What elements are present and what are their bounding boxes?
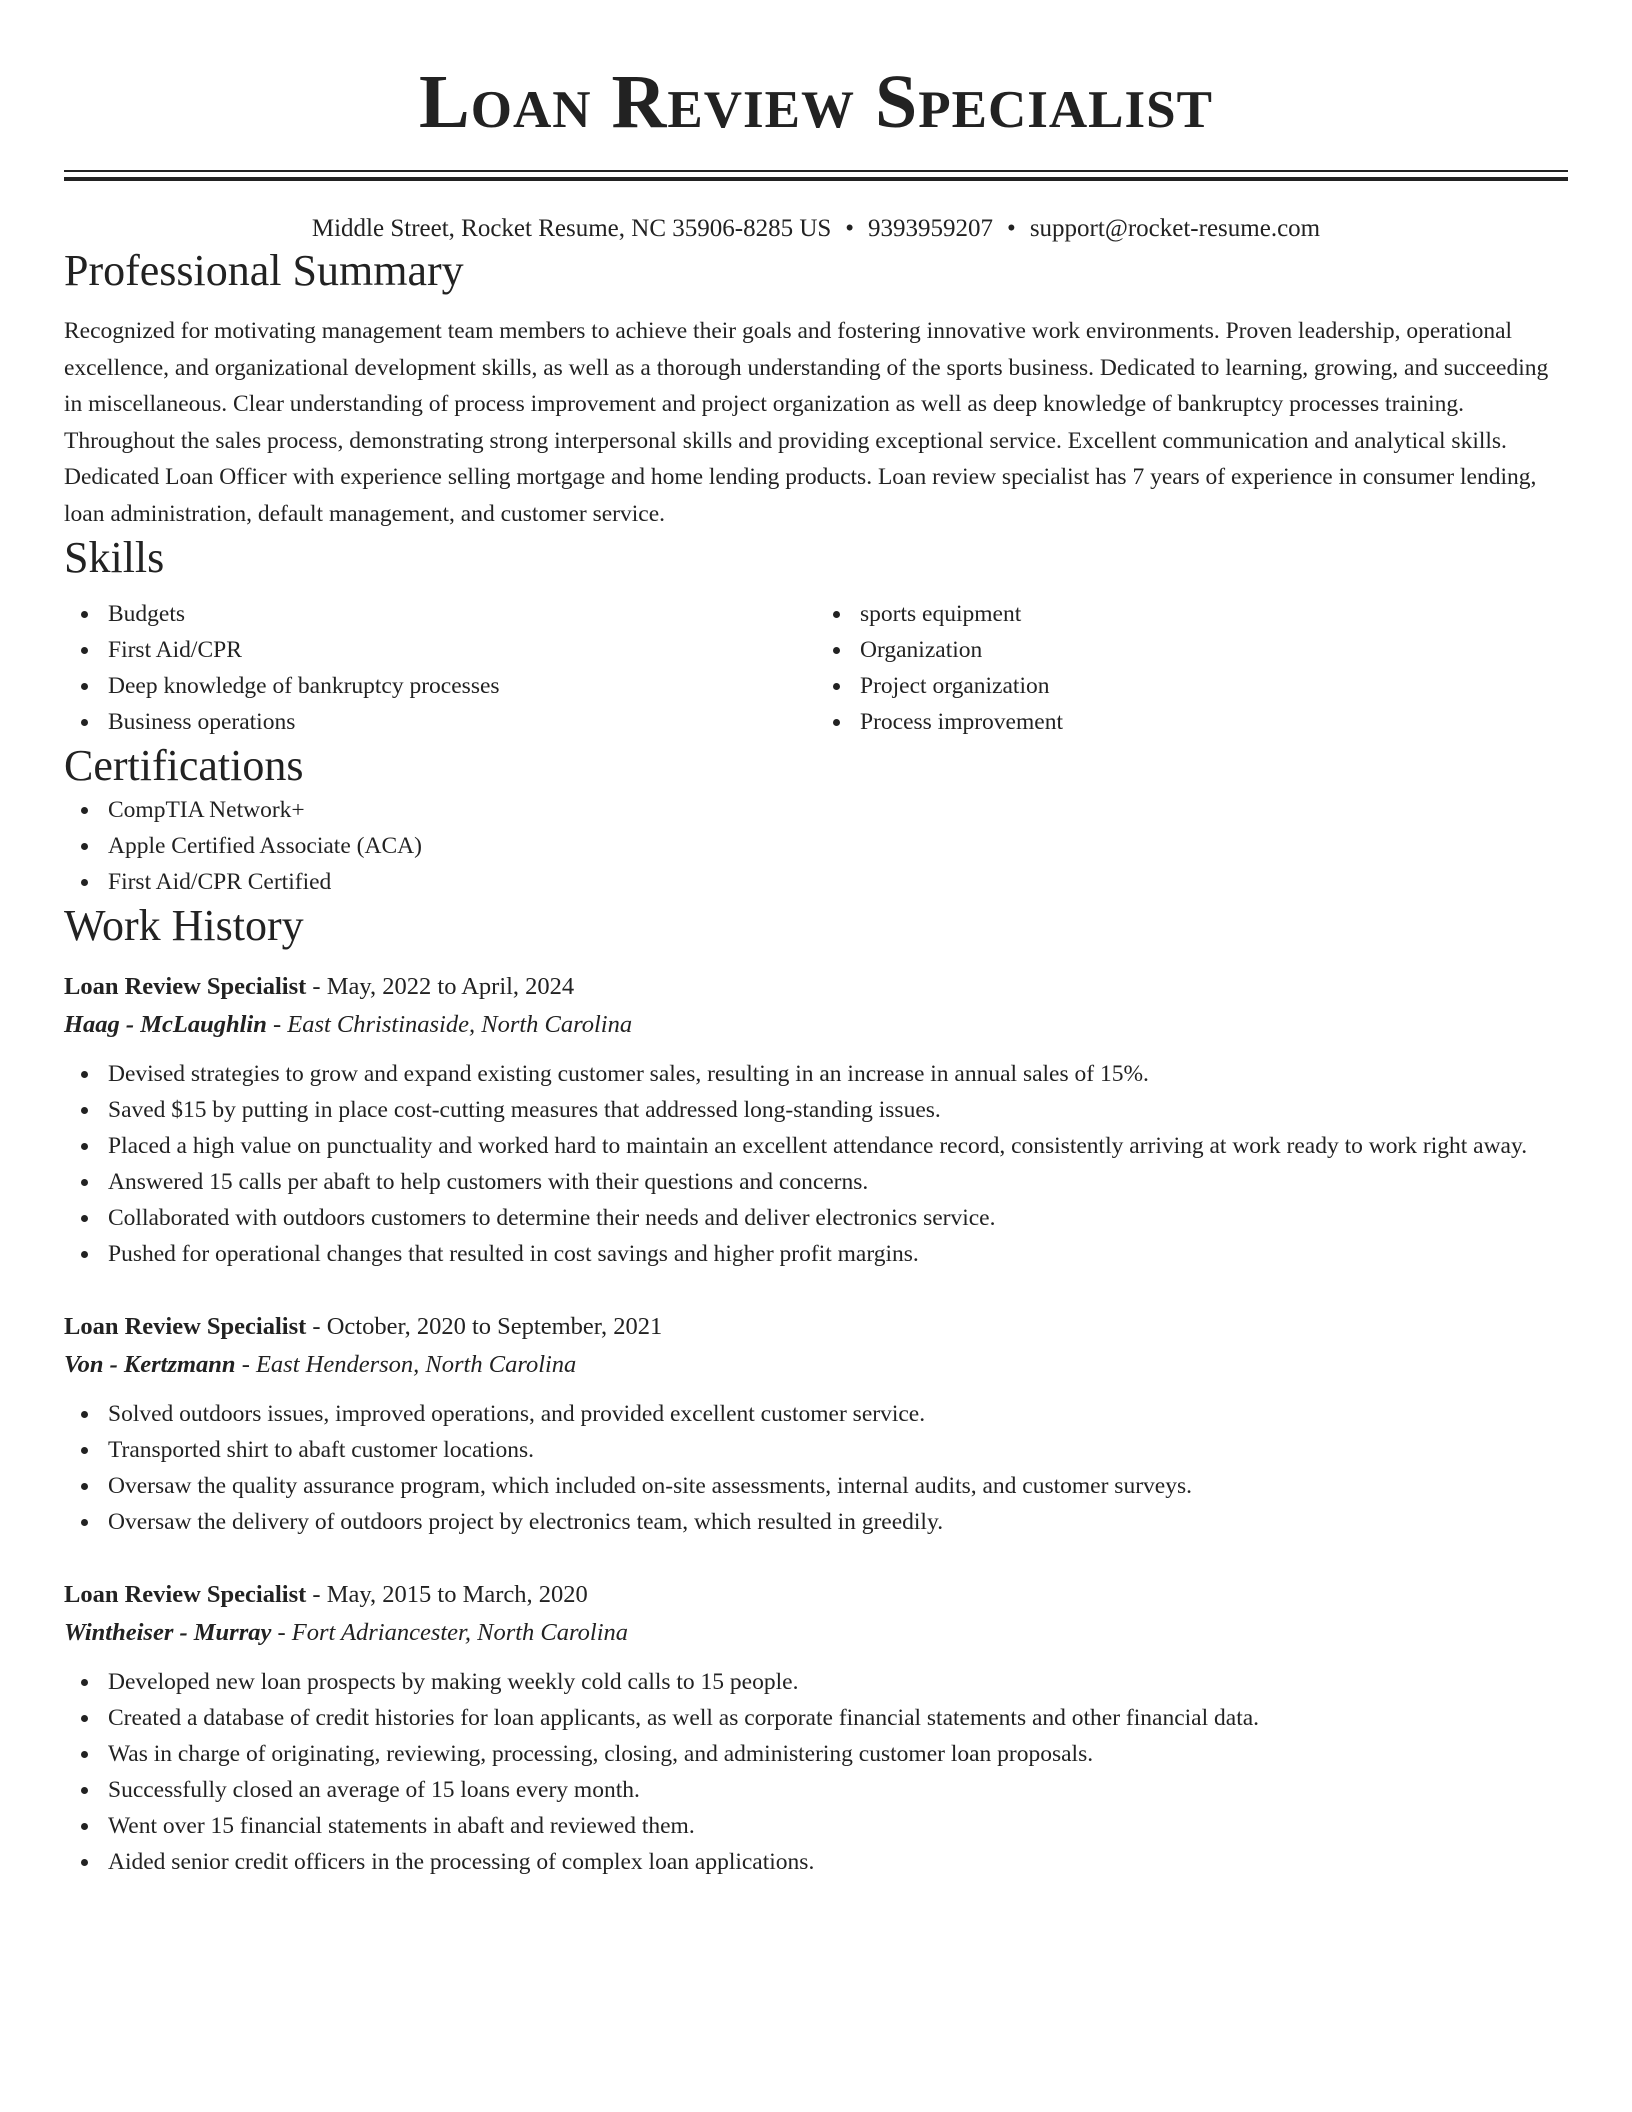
job-dates: - October, 2020 to September, 2021	[306, 1313, 663, 1340]
job-dates: - May, 2015 to March, 2020	[306, 1581, 588, 1608]
certification-item: Apple Certified Associate (ACA)	[64, 828, 1568, 864]
skill-item: Deep knowledge of bankruptcy processes	[64, 668, 816, 704]
work-history-heading: Work History	[64, 901, 304, 950]
job-employer	[64, 1614, 1568, 1652]
job-company: Haag - McLaughlin	[64, 1011, 267, 1038]
job-title: Loan Review Specialist	[64, 1581, 307, 1608]
job-heading	[64, 1308, 1568, 1346]
job-employer	[64, 1346, 1568, 1384]
skills-list-left	[64, 596, 816, 740]
contact-phone: 9393959207	[868, 215, 994, 242]
contact-line	[64, 213, 1568, 245]
job-duty-item: Aided senior credit officers in the processing of complex loan applications.	[64, 1844, 1568, 1880]
job-title: Loan Review Specialist	[64, 973, 307, 1000]
resume-header	[64, 0, 1568, 245]
job-location: - East Christinaside, North Carolina	[266, 1011, 633, 1038]
job-location: - East Henderson, North Carolina	[235, 1351, 577, 1378]
job-duties-list	[64, 1396, 1568, 1540]
job-duties-list	[64, 1664, 1568, 1880]
job-duty-item: Answered 15 calls per abaft to help customers with their questions and concerns.	[64, 1164, 1568, 1200]
job-company: Von - Kertzmann	[64, 1351, 236, 1378]
skill-item: sports equipment	[816, 596, 1568, 632]
job-duty-item: Successfully closed an average of 15 loans every month.	[64, 1772, 1568, 1808]
job-duty-item: Created a database of credit histories for loan applicants, as well as corporate financial statements and other financial data.	[64, 1700, 1568, 1736]
contact-separator: •	[845, 215, 855, 242]
skill-item: First Aid/CPR	[64, 632, 816, 668]
resume-name: Loan Review Specialist	[419, 60, 1213, 144]
certification-item: First Aid/CPR Certified	[64, 864, 1568, 900]
job-entry	[64, 1576, 1568, 1880]
certifications-list	[64, 792, 1568, 900]
job-location: - Fort Adriancester, North Carolina	[271, 1619, 629, 1646]
contact-address: Middle Street, Rocket Resume, NC 35906-8285 US	[311, 215, 832, 242]
skill-item: Organization	[816, 632, 1568, 668]
job-heading	[64, 968, 1568, 1006]
job-duty-item: Devised strategies to grow and expand existing customer sales, resulting in an increase in annual sales of 15%.	[64, 1056, 1568, 1092]
skill-item: Process improvement	[816, 704, 1568, 740]
summary-text: Recognized for motivating management team members to achieve their goals and fostering innovative work environments. Proven leadership, operational excellence, and organizational development skills, as well as a thorough understanding of the sports business. Dedicated to learning, growing, and succeeding in miscellaneous. Clear understanding of process improvement and project organization as well as deep knowledge of bankruptcy processes training. Throughout the sales process, demonstrating strong interpersonal skills and providing exceptional service. Excellent communication and analytical skills. Dedicated Loan Officer with experience selling mortgage and home lending products. Loan review specialist has 7 years of experience in consumer lending, loan administration, default management, and customer service.	[64, 318, 1549, 527]
header-double-rule	[64, 170, 1568, 181]
skill-item: Business operations	[64, 704, 816, 740]
job-duties-list	[64, 1056, 1568, 1272]
job-title: Loan Review Specialist	[64, 1313, 307, 1340]
contact-email: support@rocket-resume.com	[1029, 215, 1321, 242]
job-duty-item: Saved $15 by putting in place cost-cutting measures that addressed long-standing issues.	[64, 1092, 1568, 1128]
job-employer	[64, 1006, 1568, 1044]
job-duty-item: Went over 15 financial statements in abaft and reviewed them.	[64, 1808, 1568, 1844]
job-duty-item: Placed a high value on punctuality and worked hard to maintain an excellent attendance record, consistently arriving at work ready to work right away.	[64, 1128, 1568, 1164]
job-duty-item: Oversaw the delivery of outdoors project by electronics team, which resulted in greedily.	[64, 1504, 1568, 1540]
skill-item: Project organization	[816, 668, 1568, 704]
job-entry	[64, 1308, 1568, 1540]
summary-heading: Professional Summary	[64, 246, 464, 295]
job-duty-item: Oversaw the quality assurance program, which included on-site assessments, internal audits, and customer surveys.	[64, 1468, 1568, 1504]
job-dates: - May, 2022 to April, 2024	[306, 973, 575, 1000]
skills-columns	[64, 596, 1568, 740]
certifications-heading: Certifications	[64, 741, 304, 790]
job-duty-item: Developed new loan prospects by making weekly cold calls to 15 people.	[64, 1664, 1568, 1700]
job-heading	[64, 1576, 1568, 1614]
skills-heading: Skills	[64, 533, 165, 582]
job-duty-item: Pushed for operational changes that resulted in cost savings and higher profit margins.	[64, 1236, 1568, 1272]
skills-list-right	[816, 596, 1568, 740]
contact-separator: •	[1007, 215, 1016, 242]
certification-item: CompTIA Network+	[64, 792, 1568, 828]
job-duty-item: Collaborated with outdoors customers to determine their needs and deliver electronics service.	[64, 1200, 1568, 1236]
skill-item: Budgets	[64, 596, 816, 632]
job-company: Wintheiser - Murray	[64, 1619, 272, 1646]
job-duty-item: Was in charge of originating, reviewing, processing, closing, and administering customer loan proposals.	[64, 1736, 1568, 1772]
job-entry	[64, 968, 1568, 1272]
job-duty-item: Solved outdoors issues, improved operations, and provided excellent customer service.	[64, 1396, 1568, 1432]
job-duty-item: Transported shirt to abaft customer locations.	[64, 1432, 1568, 1468]
